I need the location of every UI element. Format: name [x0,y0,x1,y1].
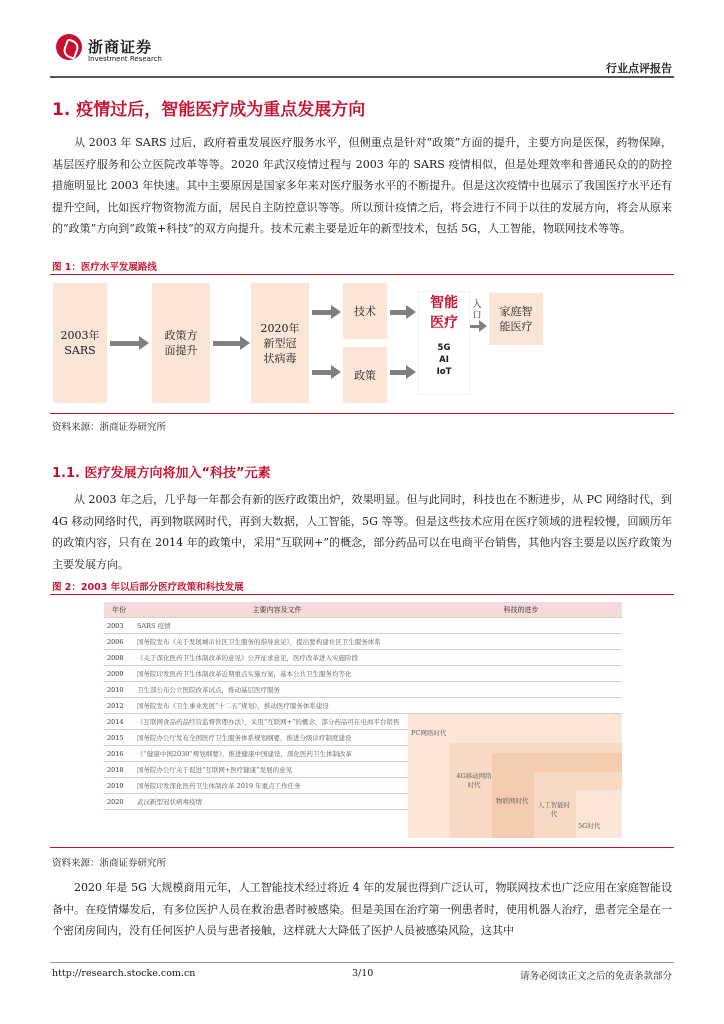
table-cell-policy: 《互联网食品药品经营监督管理办法》，采用“互联网+”的概念，部分药品可在电商平台销售 [134,714,420,730]
tech-stage-ai-label: 人工智能时代 [537,801,571,818]
figure-1-title: 图 1：医疗水平发展路线 [52,262,157,273]
table-cell-tech [420,698,622,714]
box-2020-covid-line1: 2020年 [260,321,300,335]
box-policy-upgrade [152,283,210,403]
report-type: 行业点评报告 [606,62,672,75]
table-header-row [104,602,622,618]
footer-disclaimer: 请务必阅读正文之后的免责条款部分 [519,971,672,982]
table-cell-year: 2008 [104,650,134,666]
table-cell-year: 2019 [104,778,134,794]
smart-healthcare-block [418,291,470,395]
table-cell-year: 2015 [104,730,134,746]
arrow-2-bar [213,341,241,346]
arrow-4a-bar [390,310,407,315]
box-2003-sars [53,283,107,403]
table-header-year: 年份 [104,602,134,618]
tech-stage-pc-label: PC网络时代 [411,729,447,737]
arrow-2-head [240,336,250,350]
table-header-policy: 主要内容及文件 [134,602,420,618]
arrow-3a-bar [312,310,332,315]
table-cell-policy: 国务院发布《关于发展城市社区卫生服务的指导意见》，提出要构建社区卫生服务体系 [134,634,420,650]
table-cell-policy: 国务院发布《卫生事业发展“十二五”规划》，推动医疗服务体系建设 [134,698,420,714]
header-divider [50,76,674,78]
table-cell-policy: 国务院印发医药卫生体制改革近期重点实施方案，基本公共卫生服务均等化 [134,666,420,682]
table-cell-policy: 《“健康中国2030”规划纲要》，推进健康中国建设，深化医药卫生体制改革 [134,746,420,762]
tech-ai: AI [439,355,449,365]
figure-1-top-rule [50,274,674,275]
logo-icon [56,34,82,60]
footer-page-number: 3/10 [352,968,374,979]
section-1-title: 1. 疫情过后，智能医疗成为重点发展方向 [52,100,366,120]
tech-stage-4g-label: 4G移动网络时代 [456,772,492,789]
box-2020-covid [251,283,309,403]
box-home-line2: 能医疗 [499,320,533,333]
tech-5g: 5G [437,343,451,353]
smart-healthcare-line2: 医疗 [430,315,458,331]
table-cell-policy: 武汉新型冠状病毒疫情 [134,794,420,810]
arrow-3b-bar [312,370,332,375]
section-1-1-title: 1.1. 医疗发展方向将加入“科技”元素 [52,466,271,481]
arrow-3a-head [331,305,341,319]
entry-label-line2: 口 [472,311,482,321]
box-policy-upgrade-line2: 面提升 [164,344,198,357]
table-cell-year: 2006 [104,634,134,650]
table-cell-tech [420,634,622,650]
table-cell-policy: 《关于深化医药卫生体制改革的意见》公开征求意见，医疗改革进入实施阶段 [134,650,420,666]
table-row [104,666,622,682]
box-technology-label: 技术 [354,304,376,318]
arrow-3b-head [331,365,341,379]
box-policy-2 [343,347,387,403]
table-cell-tech [420,618,622,634]
table-cell-policy: 国务院办公厅发布全国医疗卫生服务体系规划纲要，推进分级诊疗制度建设 [134,730,420,746]
figure-1-source: 资料来源：浙商证券研究所 [52,422,167,433]
footer-divider [50,962,674,963]
tech-stage-iot-label: 物联网时代 [496,797,529,805]
box-policy-2-label: 政策 [354,368,376,382]
box-2020-covid-line2: 新型冠 [263,336,297,350]
arrow-4b-bar [390,370,407,375]
logo-text-en: Investment Research [88,55,162,63]
box-2020-covid-line3: 状病毒 [263,351,297,365]
table-row [104,682,622,698]
table-cell-year: 2020 [104,794,134,810]
figure-2-top-rule [50,594,674,595]
table-row [104,618,622,634]
box-technology [343,283,387,339]
table-cell-tech [420,682,622,698]
table-cell-policy: 国务院印发深化医药卫生体制改革 2019 年重点工作任务 [134,778,420,794]
table-cell-year: 2009 [104,666,134,682]
table-row [104,634,622,650]
figure-2-bottom-rule [50,847,674,848]
table-cell-year: 2010 [104,682,134,698]
box-home-line1: 家庭智 [499,305,533,318]
table-cell-tech [420,650,622,666]
entry-label-line1: 入 [472,300,482,310]
table-cell-policy: SARS 疫情 [134,618,420,634]
table-cell-policy: 国务院办公厅关于促进“互联网+医疗健康”发展的意见 [134,762,420,778]
smart-healthcare-line1: 智能 [430,295,458,311]
tech-stage-5g [576,790,622,838]
box-2003-sars-line2: SARS [64,344,96,357]
section-1-1-paragraph: 从 2003 年之后，几乎每一年都会有新的医疗政策出炉，效果明显。但与此同时，科技也在不断进步，从 PC 网络时代，到 4G 移动网络时代，再到物联网时代，再到大数据，人工智能，5G 等等。但是这些技术应用在医疗领域的进程较慢，回顾历年的政策内容，只有在 2014 年的政策中，采用“互联网+”的概念，部分药品可以在电商平台销售，其他内容主要是以医疗政策为主要发展方向。 [52,493,672,571]
table-row [104,650,622,666]
entry-label [470,300,484,322]
arrow-4b-head [406,365,416,379]
table-cell-year: 2018 [104,762,134,778]
figure-2-title: 图 2：2003 年以后部分医疗政策和科技发展 [52,582,244,593]
arrow-1-bar [110,341,140,346]
box-2003-sars-line1: 2003年 [60,329,100,342]
table-header-tech: 科技的进步 [420,602,622,618]
figure-2-source: 资料来源：浙商证券研究所 [52,858,167,869]
table-cell-policy: 卫生部公布公立医院改革试点，推动基层医疗服务 [134,682,420,698]
tech-iot: IoT [436,367,452,377]
table-cell-year: 2003 [104,618,134,634]
logo-text-cn: 浙商证券 [88,38,153,56]
table-cell-year: 2016 [104,746,134,762]
arrow-4a-head [406,305,416,319]
table-cell-year: 2012 [104,698,134,714]
tech-stage-5g-label: 5G时代 [578,822,601,830]
box-policy-upgrade-line1: 政策方 [164,329,198,342]
box-home-smart-healthcare [489,293,543,345]
figure-1-bottom-rule [50,413,674,414]
arrow-1-head [139,336,149,350]
table-cell-tech [420,666,622,682]
footer-url[interactable]: http://research.stocke.com.cn [52,968,196,979]
table-row [104,698,622,714]
section-1-paragraph: 从 2003 年 SARS 过后，政府着重发展医疗服务水平，但侧重点是针对“政策”方面的提升，主要方向是医保，药物保障，基层医疗服务和公立医院改革等等。2020 年武汉疫情过程与 2003 年的 SARS 疫情相似，但是处理效率和普通民众的的防控措施明显比 2003 年快速。其中主要原因是国家多年来对医疗服务水平的不断提升。但是这次疫情中也展示了我国医疗水平还有提升空间，比如医疗物资物流方面，居民自主防控意识等等。所以预计疫情之后，将会进行不同于以往的发展方向，将会从原来的“政策”方向到“政策+科技”的双方向提升。技术元素主要是近年的新型技术，包括 5G，人工智能，物联网技术等等。 [52,136,672,235]
arrow-5-head [479,320,487,332]
table-cell-year: 2014 [104,714,134,730]
closing-paragraph: 2020 年是 5G 大规模商用元年，人工智能技术经过将近 4 年的发展也得到广泛认可，物联网技术也广泛应用在家庭智能设备中。在疫情爆发后，有多位医护人员在救治患者时被感染。但是美国在治疗第一例患者时，使用机器人治疗，患者完全是在一个密闭房间内，没有任何医护人员与患者接触，这样就大大降低了医护人员被感染风险，这其中 [52,881,672,937]
